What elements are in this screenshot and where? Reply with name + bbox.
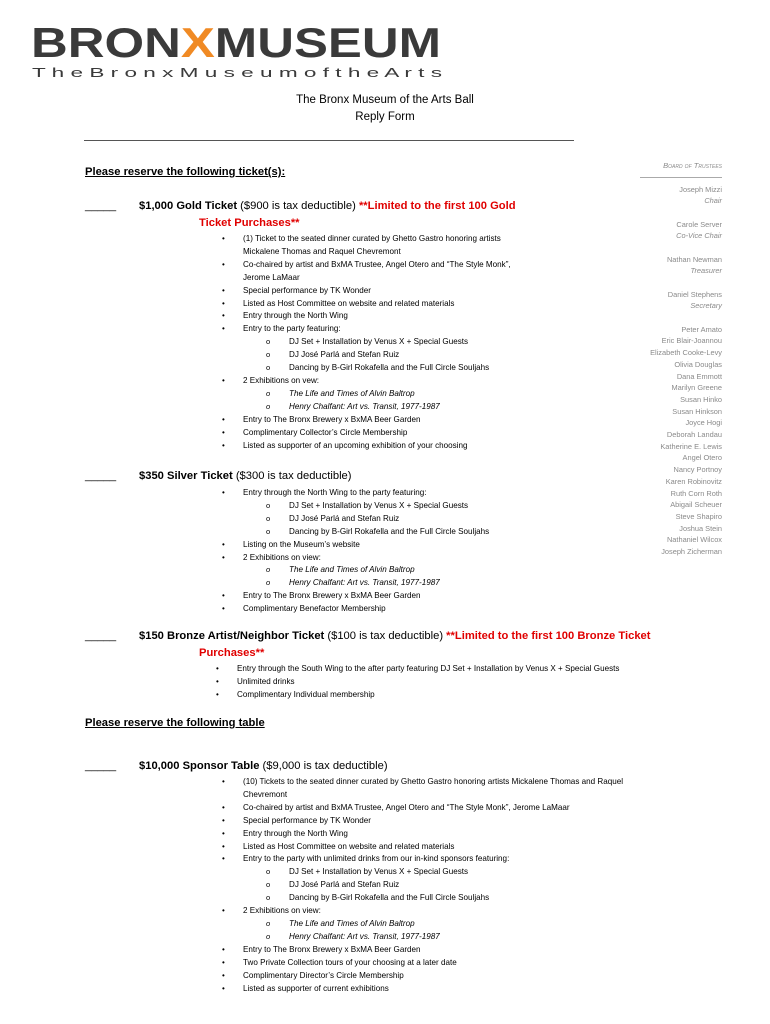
trustee-name: Steve Shapiro [675, 511, 722, 521]
officer-role: Chair [704, 196, 722, 206]
trustee-name: Angel Otero [682, 453, 722, 463]
list-item: • Entry through the South Wing to the after party featuring DJ Set + Installation by Venus X + Special Guests [237, 663, 677, 676]
gold-party-sublist [243, 336, 623, 375]
list-item: • (10) Tickets to the seated dinner curated by Ghetto Gastro honoring artists Mickalene Thomas and Raquel Chevremont [243, 776, 673, 802]
list-item: • Special performance by TK Wonder [243, 285, 623, 298]
list-item: • Entry through the North Wing [243, 310, 623, 323]
officer-name: Carole Server [676, 219, 722, 229]
list-item: • Entry through the North Wing to the party featuring: o DJ Set + Installation by Venus X + Special Guests o DJ José Parlá and Stefan Ruiz o Dancing by B-Girl Rokafella and the Full Circle Souljahs [243, 487, 623, 539]
title-line-1: The Bronx Museum of the Arts Ball [296, 94, 474, 106]
trustee-name: Peter Amato [681, 324, 722, 334]
trustee-name: Ruth Corn Roth [670, 488, 722, 498]
gold-limit-2: Ticket Purchases** [199, 217, 300, 229]
officer-chair [640, 184, 722, 207]
gold-benefits [243, 233, 623, 452]
sponsor-price: $10,000 [139, 760, 180, 772]
list-item: • Complimentary Director’s Circle Membership [243, 970, 673, 983]
table-heading: Please reserve the following table [85, 717, 265, 729]
trustee-name: Dana Emmott [676, 371, 722, 381]
list-item: • Two Private Collection tours of your choosing at a later date [243, 957, 673, 970]
list-item: • 2 Exhibitions on view: o The Life and Times of Alvin Baltrop o Henry Chalfant: Art vs. Transit, 1977-1987 [243, 905, 673, 944]
officer-name: Joseph Mizzi [679, 184, 722, 194]
list-item: o Dancing by B-Girl Rokafella and the Full Circle Souljahs [289, 892, 673, 905]
trustee-name: Susan Hinko [680, 394, 722, 404]
gold-ticket-line [139, 198, 614, 232]
bronze-name: Bronze Artist/Neighbor Ticket [167, 630, 325, 642]
silver-deductible: ($300 is tax deductible) [235, 470, 352, 482]
list-item: • Listing on the Museum’s website [243, 539, 623, 552]
trustee-name: Katherine E. Lewis [660, 441, 722, 451]
list-item: o Dancing by B-Girl Rokafella and the Full Circle Souljahs [289, 526, 623, 539]
list-item: • Entry to the party featuring: o DJ Set + Installation by Venus X + Special Guests o DJ José Parlá and Stefan Ruiz o Dancing by B-Girl Rokafella and the Full Circle Souljahs [243, 323, 623, 375]
trustee-name: Karen Robinovitz [665, 476, 722, 486]
trustee-name: Abigail Scheuer [670, 500, 722, 510]
gold-price: $1,000 [139, 200, 174, 212]
silver-price: $350 [139, 470, 164, 482]
silver-exhibitions-sublist [243, 564, 623, 590]
list-item: • 2 Exhibitions on view: o The Life and Times of Alvin Baltrop o Henry Chalfant: Art vs. Transit, 1977-1987 [243, 552, 623, 591]
list-item: • Listed as supporter of current exhibitions [243, 983, 673, 996]
list-item: o Henry Chalfant: Art vs. Transit, 1977-1987 [289, 931, 673, 944]
silver-name: Silver Ticket [167, 470, 233, 482]
silver-quantity-blank[interactable]: _____ [85, 470, 117, 482]
trustee-name: Marilyn Greene [671, 383, 722, 393]
list-item: • Entry to The Bronx Brewery x BxMA Beer Garden [243, 944, 673, 957]
list-item: o Henry Chalfant: Art vs. Transit, 1977-1987 [289, 401, 623, 414]
bronze-quantity-blank[interactable]: _____ [85, 630, 117, 642]
officer-treasurer [640, 254, 722, 277]
bronx-museum-logo [31, 24, 443, 80]
document-title [0, 92, 770, 125]
trustee-name: Joseph Zicherman [661, 547, 722, 557]
bronze-deductible: ($100 is tax deductible) [327, 630, 444, 642]
trustee-name: Nancy Portnoy [673, 465, 722, 475]
list-item: • Complimentary Collector’s Circle Membership [243, 427, 623, 440]
list-item: • Unlimited drinks [237, 676, 677, 689]
list-item: • Co-chaired by artist and BxMA Trustee, Angel Otero and “The Style Monk”, Jerome LaMaar [243, 802, 673, 815]
sponsor-quantity-blank[interactable]: _____ [85, 760, 117, 772]
list-item: o The Life and Times of Alvin Baltrop [289, 564, 623, 577]
list-item: • Complimentary Benefactor Membership [243, 603, 623, 616]
list-item: • Special performance by TK Wonder [243, 815, 673, 828]
trustee-name: Joyce Hogi [685, 418, 722, 428]
sponsor-deductible: ($9,000 is tax deductible) [262, 760, 388, 772]
list-item: • Entry to the party with unlimited drinks from our in-kind sponsors featuring: o DJ Set + Installation by Venus X + Special Guests o DJ José Parlá and Stefan Ruiz o Dancing by B-Girl Rokafella and the Full Circle Souljahs [243, 853, 673, 905]
list-item: • Entry to The Bronx Brewery x BxMA Beer Garden [243, 590, 623, 603]
bronze-ticket-line [139, 628, 719, 662]
bronze-limit-2: Purchases** [199, 647, 265, 659]
title-line-2: Reply Form [355, 110, 415, 123]
list-item: • Entry through the North Wing [243, 828, 673, 841]
list-item: o The Life and Times of Alvin Baltrop [289, 388, 623, 401]
officer-role: Co-Vice Chair [676, 231, 722, 241]
list-item: • Co-chaired by artist and BxMA Trustee, Angel Otero and “The Style Monk”, Jerome LaMaar [243, 259, 623, 285]
officer-role: Secretary [690, 301, 722, 311]
list-item: o DJ José Parlá and Stefan Ruiz [289, 879, 673, 892]
board-of-trustees [640, 160, 722, 558]
list-item: o DJ Set + Installation by Venus X + Special Guests [289, 336, 623, 349]
silver-party-sublist [243, 500, 623, 539]
list-item: • (1) Ticket to the seated dinner curated by Ghetto Gastro honoring artists Mickalene Thomas and Raquel Chevremont [243, 233, 623, 259]
sponsor-party-sublist [243, 866, 673, 905]
list-item: o DJ José Parlá and Stefan Ruiz [289, 513, 623, 526]
bronze-limit-1: **Limited to the first 100 Bronze Ticket [446, 630, 651, 642]
trustee-name: Nathaniel Wilcox [666, 535, 722, 545]
list-item: o Henry Chalfant: Art vs. Transit, 1977-1987 [289, 577, 623, 590]
sponsor-table-line [139, 758, 614, 775]
officer-name: Nathan Newman [666, 254, 722, 264]
sponsor-exhibitions-sublist [243, 918, 673, 944]
logo-wordmark [31, 24, 441, 66]
trustee-name: Susan Hinkson [672, 406, 722, 416]
list-item: • Listed as Host Committee on website and related materials [243, 298, 623, 311]
trustee-name: Joshua Stein [679, 523, 722, 533]
logo-wordmark-x: X [180, 24, 209, 66]
board-heading: Board of Trustees [640, 160, 722, 178]
gold-quantity-blank[interactable]: _____ [85, 200, 117, 212]
officer-secretary [640, 289, 722, 312]
logo-wordmark-museum: MUSEUM [214, 24, 402, 66]
sponsor-benefits [243, 776, 673, 995]
gold-exhibitions-sublist [243, 388, 623, 414]
list-item: • Listed as supporter of an upcoming exhibition of your choosing [243, 440, 623, 453]
officer-name: Daniel Stephens [667, 289, 722, 299]
title-divider [84, 140, 574, 141]
list-item: o DJ Set + Installation by Venus X + Special Guests [289, 866, 673, 879]
bronze-price: $150 [139, 630, 164, 642]
trustee-members [640, 324, 722, 558]
officer-co-vice-chair [640, 219, 722, 242]
trustee-name: Olivia Douglas [674, 359, 722, 369]
gold-limit-1: **Limited to the first 100 Gold [358, 200, 516, 212]
trustee-name: Deborah Landau [666, 430, 722, 440]
list-item: • Listed as Host Committee on website and related materials [243, 841, 673, 854]
list-item: • Complimentary Individual membership [237, 689, 677, 702]
gold-name: Gold Ticket [176, 200, 238, 212]
gold-deductible: ($900 is tax deductible) [240, 200, 356, 212]
silver-benefits [243, 487, 623, 616]
list-item: o DJ Set + Installation by Venus X + Special Guests [289, 500, 623, 513]
bronze-benefits [237, 663, 677, 702]
logo-wordmark-bron: BRON [31, 24, 155, 66]
tickets-heading: Please reserve the following ticket(s): [85, 166, 286, 178]
list-item: • Entry to The Bronx Brewery x BxMA Beer Garden [243, 414, 623, 427]
logo-tagline: T h e B r o n x M u s e u m o f t h e A r t s [32, 65, 443, 80]
list-item: o DJ José Parlá and Stefan Ruiz [289, 349, 623, 362]
sponsor-name: Sponsor Table [182, 760, 260, 772]
list-item: o The Life and Times of Alvin Baltrop [289, 918, 673, 931]
officer-role: Treasurer [690, 266, 722, 276]
trustee-name: Eric Blair-Joannou [661, 336, 722, 346]
list-item: o Dancing by B-Girl Rokafella and the Full Circle Souljahs [289, 362, 623, 375]
trustee-name: Elizabeth Cooke-Levy [650, 348, 722, 358]
silver-ticket-line [139, 468, 614, 485]
list-item: • 2 Exhibitions on vew: o The Life and Times of Alvin Baltrop o Henry Chalfant: Art vs. Transit, 1977-1987 [243, 375, 623, 414]
